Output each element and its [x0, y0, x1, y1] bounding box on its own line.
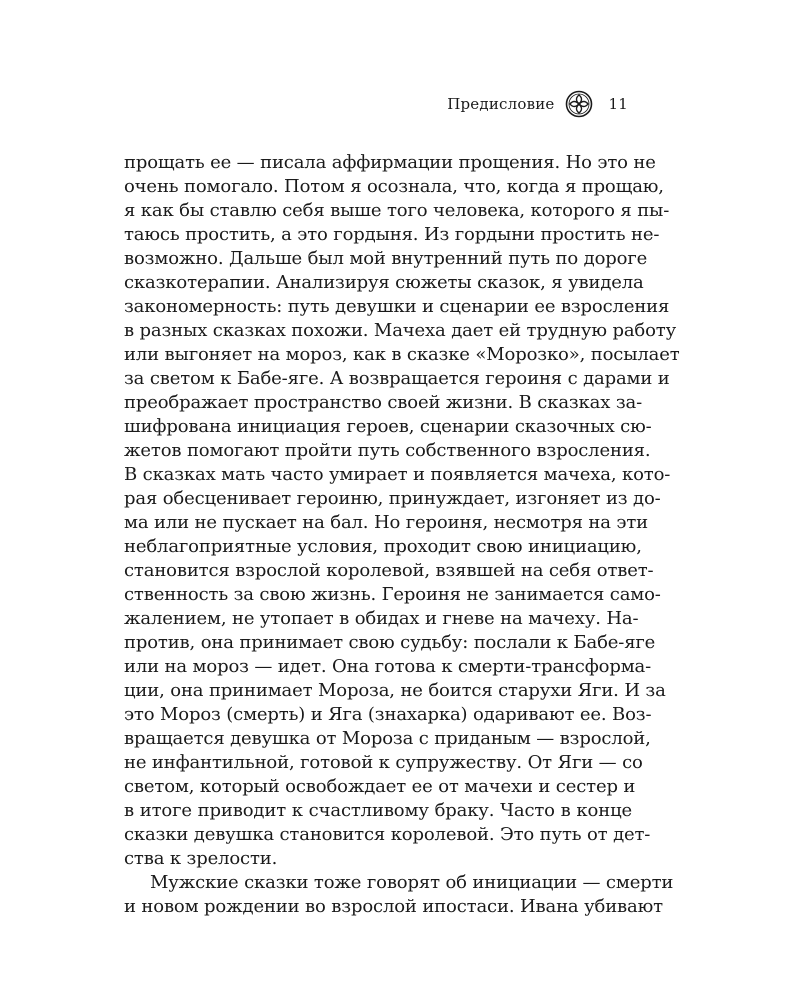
text-line: сказки девушка становится королевой. Это путь от дет- [124, 824, 651, 845]
text-line: возможно. Дальше был мой внутренний путь по дороге [124, 248, 648, 269]
text-line: за светом к Бабе-яге. А возвращается героиня с дарами и [124, 368, 670, 389]
text-line: ции, она принимает Мороза, не боится старухи Яги. И за [124, 680, 666, 701]
text-line: или на мороз — идет. Она готова к смерти-трансформа- [124, 656, 652, 677]
text-line: ственность за свою жизнь. Героиня не занимается само- [124, 584, 661, 605]
text-line: неблагоприятные условия, проходит свою инициацию, [124, 536, 642, 557]
text-line: рая обесценивает героиню, принуждает, изгоняет из до- [124, 488, 661, 509]
text-line: я как бы ставлю себя выше того человека, которого я пы- [124, 200, 670, 221]
text-line: ма или не пускает на бал. Но героиня, несмотря на эти [124, 512, 649, 533]
text-line: светом, который освобождает ее от мачехи и сестер и [124, 776, 636, 797]
text-line: в разных сказках похожи. Мачеха дает ей трудную работу [124, 320, 677, 341]
text-line: в итоге приводит к счастливому браку. Часто в конце [124, 800, 632, 821]
text-line: таюсь простить, а это гордыня. Из гордыни простить не- [124, 224, 660, 245]
text-line: жетов помогают пройти путь собственного взросления. [124, 440, 651, 461]
text-line: не инфантильной, готовой к супружеству. От Яги — со [124, 752, 643, 773]
chapter-title: Предисловие [447, 95, 555, 113]
circular-knot-ornament-icon [565, 90, 593, 118]
text-line: жалением, не утопает в обидах и гневе на мачеху. На- [124, 608, 639, 629]
text-line: преображает пространство своей жизни. В сказках за- [124, 392, 642, 413]
running-head [447, 90, 628, 118]
text-line: очень помогало. Потом я осознала, что, когда я прощаю, [124, 176, 664, 197]
text-line: вращается девушка от Мороза с приданым — взрослой, [124, 728, 651, 749]
text-line: закономерность: путь девушки и сценарии ее взросления [124, 296, 670, 317]
body-text [124, 151, 680, 919]
text-line: становится взрослой королевой, взявшей на себя ответ- [124, 560, 654, 581]
text-line: прощать ее — писала аффирмации прощения. Но это не [124, 152, 656, 173]
text-line: это Мороз (смерть) и Яга (знахарка) одаривают ее. Воз- [124, 704, 652, 725]
text-line: шифрована инициация героев, сценарии сказочных сю- [124, 416, 652, 437]
page-number: 11 [608, 95, 628, 113]
text-line: и новом рождении во взрослой ипостаси. Ивана убивают [124, 896, 663, 917]
text-line: В сказках мать часто умирает и появляется мачеха, кото- [124, 464, 671, 485]
text-line: ства к зрелости. [124, 848, 278, 869]
text-line: или выгоняет на мороз, как в сказке «Морозко», посылает [124, 344, 680, 365]
text-line: сказкотерапии. Анализируя сюжеты сказок, я увидела [124, 272, 644, 293]
text-line: Мужские сказки тоже говорят об инициации — смерти [150, 872, 674, 893]
text-line: против, она принимает свою судьбу: послали к Бабе-яге [124, 632, 656, 653]
